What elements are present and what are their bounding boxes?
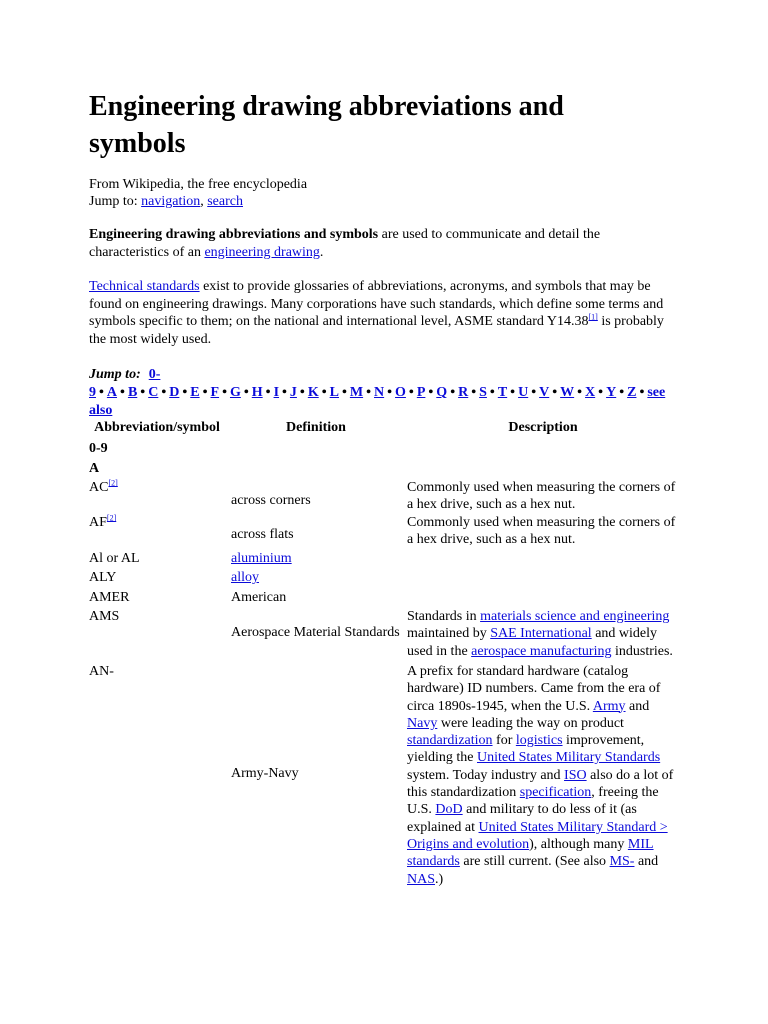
jump-separator: • [619, 385, 625, 400]
jump-index-links [89, 367, 665, 418]
jump-separator: • [510, 385, 516, 400]
standards-paragraph [89, 278, 679, 348]
abbr-cell [86, 479, 228, 514]
jump-link-a[interactable]: A [106, 385, 118, 400]
header-definition: Definition [286, 420, 346, 435]
intro-paragraph [89, 226, 679, 261]
jump-link-j[interactable]: J [289, 385, 297, 400]
jump-link-n[interactable]: N [374, 385, 385, 400]
jump-link-o[interactable]: O [395, 385, 406, 400]
jump-separator: • [387, 385, 393, 400]
reference-1-link[interactable]: [1] [588, 312, 598, 322]
jump-to-prefix: Jump to: [89, 194, 142, 209]
jump-link-u[interactable]: U [518, 385, 529, 400]
jump-link-m[interactable]: M [349, 385, 364, 400]
jump-link-f[interactable]: F [210, 385, 220, 400]
reference-2-link[interactable]: [2] [108, 478, 118, 488]
jump-separator: • [552, 385, 558, 400]
definition-cell: American [231, 589, 287, 605]
intro-period: . [319, 244, 324, 260]
definition-cell [228, 548, 404, 567]
logistics-link[interactable]: logistics [515, 733, 563, 749]
definition-cell: across corners [231, 492, 311, 508]
jump-separator: • [366, 385, 371, 400]
sae-international-link[interactable]: SAE International [490, 626, 592, 642]
abbr-text: AF [89, 514, 107, 530]
intro-text: are used to communicate and detail the characteristics of an [89, 227, 601, 260]
table-header-row [86, 417, 682, 439]
description-cell [404, 548, 682, 567]
army-link[interactable]: Army [592, 698, 626, 714]
jump-link-c[interactable]: C [148, 385, 159, 400]
table-row [86, 587, 682, 606]
abbr-cell: AN- [89, 663, 114, 679]
search-link[interactable]: search [207, 194, 243, 209]
standards-text-end: is probably the most widely used. [89, 314, 664, 347]
jump-link-b[interactable]: B [127, 385, 138, 400]
iso-link[interactable]: ISO [564, 767, 587, 783]
nas-link[interactable]: NAS [407, 871, 436, 887]
abbreviations-table [86, 417, 682, 888]
jump-separator: • [428, 385, 434, 400]
group-row-0-9 [86, 439, 682, 459]
military-standard-origins-link[interactable]: United States Military Standard > Origins and evolution [407, 819, 668, 852]
jump-separator: • [299, 385, 305, 400]
group-label: A [89, 461, 100, 476]
abbr-cell: ALY [89, 570, 117, 586]
materials-science-link[interactable]: materials science and engineering [480, 609, 670, 625]
standardization-link[interactable]: standardization [407, 733, 493, 749]
definition-cell: Army-Navy [231, 766, 299, 782]
jump-separator: • [161, 385, 167, 400]
jump-separator: • [531, 385, 537, 400]
technical-standards-link[interactable]: Technical standards [89, 279, 200, 294]
abbr-cell: AMS [89, 609, 120, 625]
standards-text: exist to provide glossaries of abbreviations, acronyms, and symbols that may be found on engineering drawings. Many corporations have such standards, which define some terms and symbols specific to them; on the national and international level, ASME standard Y14.38 [89, 279, 664, 329]
alloy-link[interactable]: alloy [231, 570, 259, 586]
description-cell: Standards in materials science and engineering maintained by SAE International and widely used in the aerospace manufacturing industries. [407, 609, 673, 659]
jump-index [89, 366, 689, 420]
table-row [86, 514, 682, 549]
military-standards-link[interactable]: United States Military Standards [477, 750, 661, 766]
jump-separator: • [408, 385, 414, 400]
jump-link-p[interactable]: P [416, 385, 426, 400]
specification-link[interactable]: specification [519, 785, 592, 801]
jump-link-w[interactable]: W [560, 385, 575, 400]
ms-link[interactable]: MS- [609, 854, 635, 870]
jump-separator: • [222, 385, 227, 400]
navy-link[interactable]: Navy [407, 715, 438, 731]
jump-separator: • [182, 385, 188, 400]
jump-link-see-also[interactable]: see also [89, 385, 666, 418]
abbr-cell: Al or AL [89, 551, 140, 567]
description-cell: Commonly used when measuring the corners of a hex drive, such as a hex nut. [407, 480, 676, 513]
jump-link-k[interactable]: K [307, 385, 319, 400]
reference-2-link[interactable]: [2] [106, 512, 117, 522]
jump-index-label: Jump to: [89, 367, 141, 382]
jump-link-v[interactable]: V [539, 385, 550, 400]
page-title: Engineering drawing abbreviations and symbols [89, 91, 564, 159]
header-abbreviation: Abbreviation/symbol [94, 420, 220, 435]
jump-separator: • [450, 385, 456, 400]
jump-link-s[interactable]: S [479, 385, 487, 400]
jump-separator: • [140, 385, 146, 400]
description-cell [404, 567, 682, 586]
table-row [86, 567, 682, 586]
dod-link[interactable]: DoD [435, 802, 463, 818]
jump-link-z[interactable]: Z [627, 385, 637, 400]
jump-link-d[interactable]: D [169, 385, 180, 400]
jump-comma: , [200, 194, 208, 209]
jump-separator: • [598, 385, 604, 400]
jump-link-l[interactable]: L [329, 385, 339, 400]
jump-separator: • [577, 385, 583, 400]
engineering-drawing-link[interactable]: engineering drawing [204, 244, 320, 260]
jump-link-y[interactable]: Y [606, 385, 617, 400]
jump-separator: • [120, 385, 125, 400]
group-row-a [86, 459, 682, 479]
jump-separator: • [282, 385, 287, 400]
table-row [86, 548, 682, 567]
description-cell [404, 587, 682, 606]
abbr-cell: AMER [89, 589, 130, 605]
jump-link-h[interactable]: H [251, 385, 263, 400]
definition-cell: Aerospace Material Standards [231, 625, 400, 641]
definition-cell [228, 567, 404, 586]
tagline: From Wikipedia, the free encyclopedia [89, 177, 308, 192]
description-cell: Commonly used when measuring the corners of a hex drive, such as a hex nut. [407, 514, 676, 547]
jump-to-line [89, 193, 243, 210]
jump-separator: • [265, 385, 271, 400]
jump-link-x[interactable]: X [585, 385, 596, 400]
jump-link-e[interactable]: E [190, 385, 200, 400]
jump-link-t[interactable]: T [497, 385, 508, 400]
jump-separator: • [341, 385, 347, 400]
table-row [86, 660, 682, 888]
jump-separator: • [489, 385, 495, 400]
jump-separator: • [471, 385, 477, 400]
jump-link-r[interactable]: R [458, 385, 469, 400]
definition-cell: across flats [231, 527, 294, 543]
table-row [86, 606, 682, 660]
table-row [86, 479, 682, 514]
mil-standards-link[interactable]: MIL standards [407, 836, 654, 870]
abbr-cell [86, 514, 228, 549]
description-cell: A prefix for standard hardware (catalog hardware) ID numbers. Came from the era of circa 1890s-1945, when the U.S. Army and Navy were leading the way on product standardization for logistics improvement, yielding the United States Military Standards system. Today industry and ISO also do a lot of this standardization specification, freeing the U.S. DoD and military to do less of it (as explained at United States Military Standard > Origins and evolution), although many MIL standards are still current. (See also MS- and NAS.) [407, 663, 674, 887]
navigation-link[interactable]: navigation [141, 194, 201, 209]
aluminium-link[interactable]: aluminium [231, 551, 292, 567]
jump-separator: • [639, 385, 645, 400]
jump-separator: • [321, 385, 327, 400]
jump-separator: • [99, 385, 104, 400]
jump-link-i[interactable]: I [273, 385, 280, 400]
intro-bold-term: Engineering drawing abbreviations and symbols [89, 227, 379, 242]
jump-separator: • [202, 385, 208, 400]
jump-link-q[interactable]: Q [436, 385, 448, 400]
group-label: 0-9 [89, 441, 108, 456]
jump-link-g[interactable]: G [229, 385, 241, 400]
aerospace-manufacturing-link[interactable]: aerospace manufacturing [471, 643, 612, 659]
header-description: Description [508, 420, 578, 435]
abbr-text: AC [89, 480, 109, 495]
jump-separator: • [243, 385, 249, 400]
jump-link-0-9[interactable]: 0-9 [89, 367, 161, 400]
